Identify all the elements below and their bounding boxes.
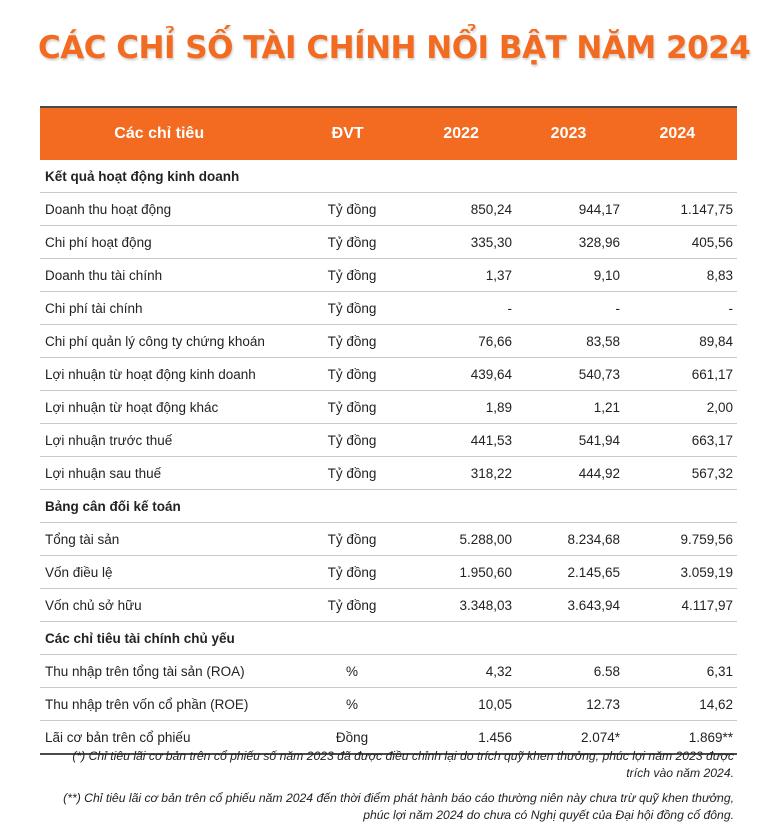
- value-2023: 540,73: [578, 366, 620, 382]
- value-2022: 1.950,60: [459, 564, 512, 580]
- value-2024: 9.759,56: [680, 531, 733, 547]
- row-name: Lợi nhuận trước thuế: [45, 432, 173, 448]
- value-2023: 328,96: [578, 234, 620, 250]
- footnote-2: (**) Chỉ tiêu lãi cơ bản trên cổ phiếu năm 2024 đến thời điểm phát hành báo cáo thường niên này chưa trừ quỹ khen thưởng, phúc lợi năm 2024 do chưa có Nghị quyết của Đại hội đồng cổ đông.: [63, 791, 734, 822]
- row-unit: Tỷ đồng: [327, 465, 377, 481]
- value-2022: 1.456: [478, 729, 512, 745]
- row-unit: Đồng: [335, 729, 369, 745]
- page-title: CÁC CHỈ SỐ TÀI CHÍNH NỔI BẬT NĂM 2024: [38, 30, 751, 66]
- table-row: [40, 259, 737, 292]
- section-header: [40, 490, 737, 523]
- row-name: Thu nhập trên tổng tài sản (ROA): [45, 663, 245, 679]
- section-title: Kết quả hoạt động kinh doanh: [45, 168, 240, 184]
- value-2023: 541,94: [578, 432, 620, 448]
- header-2023: 2023: [550, 125, 587, 142]
- row-unit: %: [345, 696, 358, 712]
- table-row: [40, 292, 737, 325]
- row-unit: Tỷ đồng: [327, 597, 377, 613]
- row-name: Vốn điều lệ: [45, 564, 113, 580]
- value-2022: 1,37: [485, 267, 512, 283]
- value-2024: 89,84: [699, 333, 733, 349]
- row-unit: Tỷ đồng: [327, 432, 377, 448]
- row-name: Chi phí tài chính: [45, 300, 143, 316]
- value-2022: -: [507, 300, 512, 316]
- value-2023: 2.145,65: [567, 564, 620, 580]
- table-row: [40, 424, 737, 457]
- table-row: [40, 523, 737, 556]
- row-unit: Tỷ đồng: [327, 531, 377, 547]
- row-unit: Tỷ đồng: [327, 333, 377, 349]
- table-row: [40, 391, 737, 424]
- value-2024: 1.147,75: [680, 201, 733, 217]
- value-2023: 9,10: [593, 267, 620, 283]
- table-row: [40, 589, 737, 622]
- value-2024: 661,17: [691, 366, 733, 382]
- row-name: Thu nhập trên vốn cổ phần (ROE): [45, 696, 249, 712]
- value-2024: 4.117,97: [681, 597, 733, 613]
- row-name: Chi phí quản lý công ty chứng khoán: [45, 333, 265, 349]
- value-2022: 1,89: [485, 399, 512, 415]
- row-unit: Tỷ đồng: [327, 201, 377, 217]
- table-row: [40, 688, 737, 721]
- header-2022: 2022: [443, 125, 479, 142]
- row-unit: Tỷ đồng: [327, 564, 377, 580]
- row-name: Lợi nhuận từ hoạt động khác: [45, 399, 219, 415]
- value-2024: 405,56: [691, 234, 733, 250]
- value-2023: -: [615, 300, 620, 316]
- table-row: [40, 457, 737, 490]
- row-name: Vốn chủ sở hữu: [45, 597, 142, 613]
- table-header: [40, 108, 737, 160]
- row-unit: Tỷ đồng: [327, 300, 377, 316]
- value-2023: 1,21: [593, 399, 620, 415]
- row-unit: Tỷ đồng: [327, 399, 377, 415]
- row-name: Doanh thu hoạt động: [45, 201, 172, 217]
- table-body: [40, 160, 737, 755]
- value-2024: 567,32: [691, 465, 733, 481]
- value-2023: 6.58: [593, 663, 620, 679]
- section-header: [40, 622, 737, 655]
- value-2024: 1.869**: [688, 729, 733, 745]
- financial-table: [40, 106, 737, 755]
- value-2022: 76,66: [478, 333, 512, 349]
- section-title: Các chỉ tiêu tài chính chủ yếu: [45, 630, 235, 646]
- value-2024: 663,17: [691, 432, 733, 448]
- value-2022: 318,22: [470, 465, 512, 481]
- header-unit: ĐVT: [331, 125, 364, 142]
- value-2022: 3.348,03: [459, 597, 512, 613]
- table-row: [40, 325, 737, 358]
- value-2024: 14,62: [699, 696, 733, 712]
- value-2023: 944,17: [578, 201, 620, 217]
- value-2023: 83,58: [586, 333, 620, 349]
- value-2023: 2.074*: [580, 729, 620, 745]
- value-2024: 8,83: [706, 267, 733, 283]
- value-2022: 335,30: [470, 234, 512, 250]
- table-row: [40, 358, 737, 391]
- value-2024: 2,00: [706, 399, 733, 415]
- section-header: [40, 160, 737, 193]
- header-2024: 2024: [659, 125, 696, 142]
- row-name: Lợi nhuận sau thuế: [45, 465, 162, 481]
- row-name: Doanh thu tài chính: [45, 267, 163, 283]
- value-2022: 441,53: [470, 432, 512, 448]
- value-2022: 4,32: [485, 663, 512, 679]
- table-row: [40, 226, 737, 259]
- table-row: [40, 556, 737, 589]
- table-row: [40, 193, 737, 226]
- row-name: Chi phí hoạt động: [45, 234, 152, 250]
- value-2024: 6,31: [706, 663, 733, 679]
- value-2024: 3.059,19: [680, 564, 733, 580]
- value-2023: 444,92: [578, 465, 620, 481]
- row-name: Tổng tài sản: [45, 531, 120, 547]
- row-unit: %: [345, 663, 358, 679]
- row-unit: Tỷ đồng: [327, 234, 377, 250]
- table-row: [40, 655, 737, 688]
- value-2023: 12.73: [586, 696, 620, 712]
- value-2022: 439,64: [470, 366, 512, 382]
- value-2024: -: [728, 300, 733, 316]
- row-name: Lợi nhuận từ hoạt động kinh doanh: [45, 366, 256, 382]
- value-2022: 10,05: [478, 696, 512, 712]
- footnote-1: (*) Chỉ tiêu lãi cơ bản trên cổ phiếu số năm 2023 đã được điều chỉnh lại do trích quỹ khen thưởng, phúc lợi năm 2023 được trích vào năm 2024.: [72, 749, 734, 780]
- value-2022: 850,24: [470, 201, 512, 217]
- value-2023: 8.234,68: [567, 531, 620, 547]
- row-unit: Tỷ đồng: [327, 366, 377, 382]
- header-indicator: Các chỉ tiêu: [114, 125, 205, 142]
- value-2022: 5.288,00: [459, 531, 512, 547]
- value-2023: 3.643,94: [567, 597, 620, 613]
- section-title: Bảng cân đối kế toán: [45, 498, 181, 514]
- row-unit: Tỷ đồng: [327, 267, 377, 283]
- row-name: Lãi cơ bản trên cổ phiếu: [45, 729, 191, 745]
